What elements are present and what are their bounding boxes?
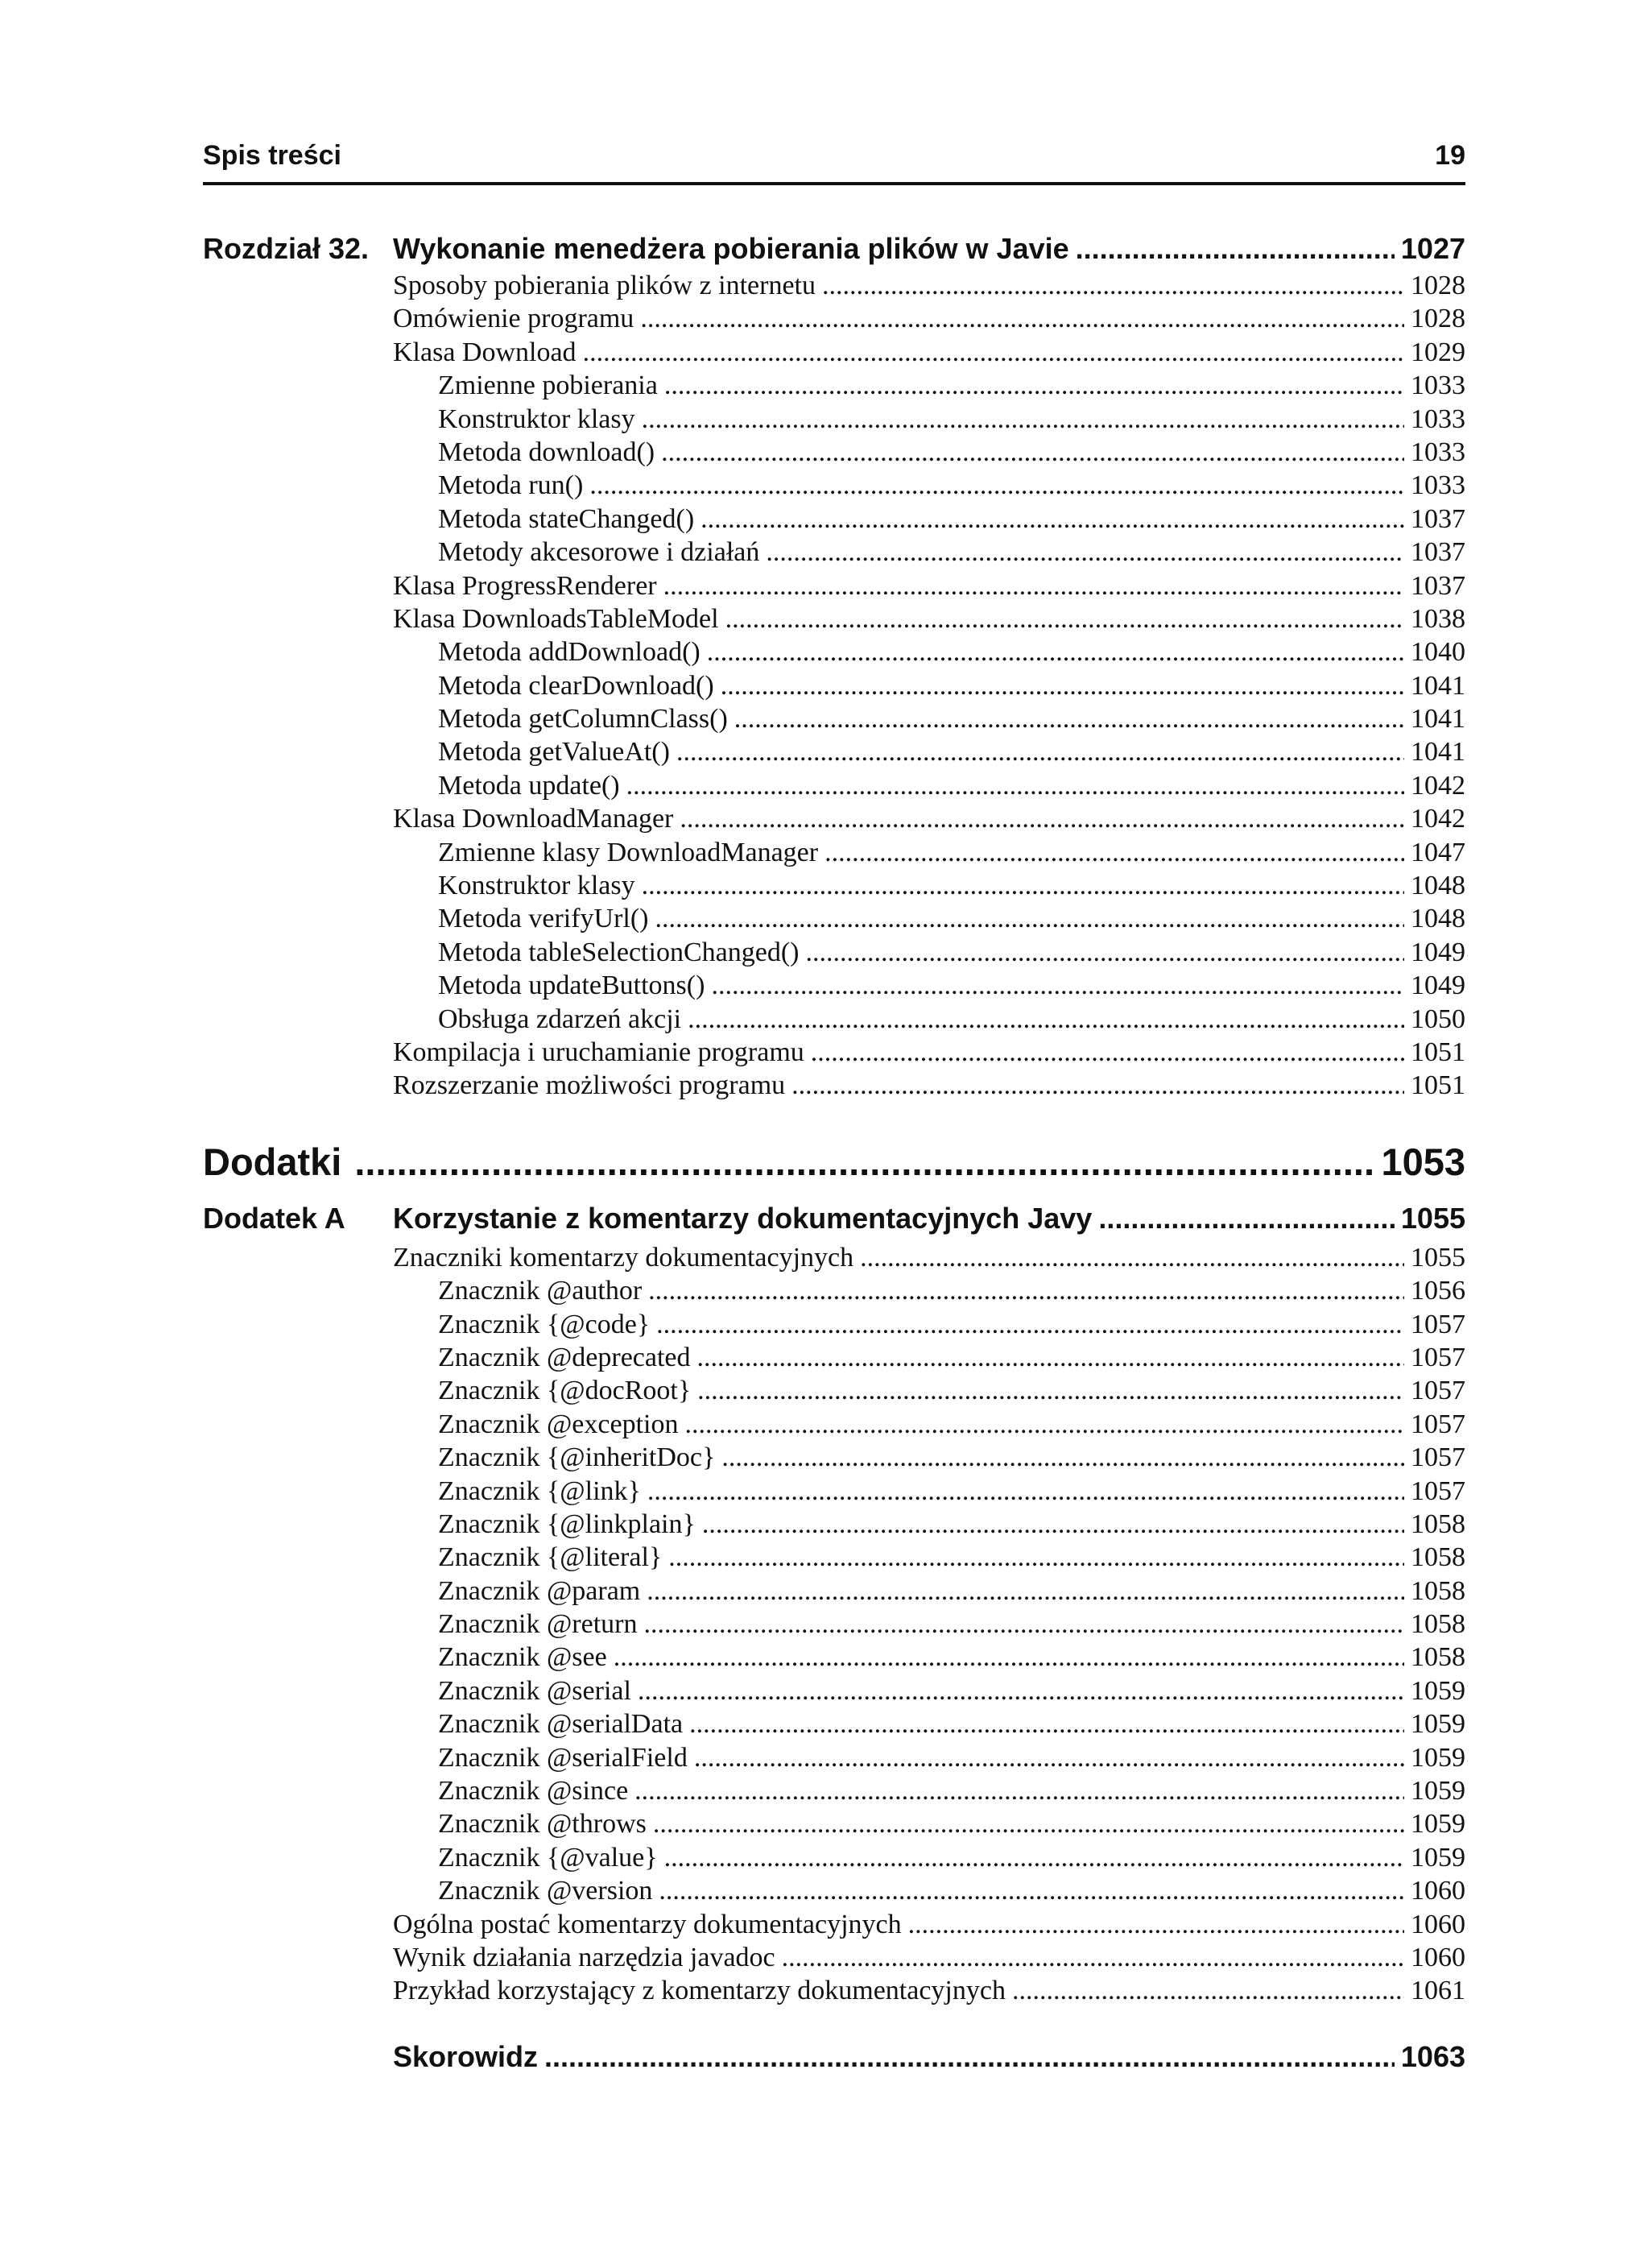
appendix-title: Korzystanie z komentarzy dokumentacyjnych Javy [393,1201,1093,1235]
entry-title: Metoda download() [438,437,655,467]
toc-subentry[interactable] [203,1475,1465,1508]
toc-subentry[interactable] [203,1841,1465,1874]
dot-leader [626,769,1404,802]
dot-leader [721,669,1404,702]
appendix-page: 1055 [1400,1201,1465,1235]
entry-title: Metoda verifyUrl() [438,904,649,934]
entry-title: Ogólna postać komentarzy dokumentacyjnych [393,1909,902,1939]
entry-title: Metoda tableSelectionChanged() [438,937,800,967]
entry-page: 1048 [1411,871,1465,901]
dot-leader [638,1674,1404,1707]
toc-subentry[interactable] [203,1575,1465,1608]
chapter-page: 1027 [1400,232,1465,265]
toc-subentry[interactable] [203,1608,1465,1641]
entry-title: Zmienne klasy DownloadManager [438,837,819,867]
entry-title: Znacznik {@inheritDoc} [438,1442,716,1473]
entry-title: Znacznik @serial [438,1675,631,1706]
toc-subentry[interactable] [203,1674,1465,1707]
entry-page: 1029 [1411,337,1465,367]
toc-subentry[interactable] [203,436,1465,469]
entry-page: 1060 [1411,1942,1465,1972]
toc-subentry[interactable] [203,1374,1465,1407]
chapter-label: Rozdział 32. [203,232,370,265]
toc-entry[interactable] [203,1974,1465,2007]
dot-leader [544,2035,1395,2079]
entry-page: 1058 [1411,1575,1465,1606]
entry-page: 1057 [1411,1376,1465,1406]
dot-leader [689,1707,1404,1740]
entry-page: 1033 [1411,437,1465,467]
entry-title: Klasa DownloadsTableModel [393,603,719,634]
entry-title: Metoda getColumnClass() [438,704,728,735]
toc-subentry[interactable] [203,1308,1465,1341]
toc-entry[interactable] [203,1908,1465,1941]
toc-subentry[interactable] [203,902,1465,935]
entry-page: 1059 [1411,1842,1465,1873]
entry-page: 1028 [1411,271,1465,300]
toc-subentry[interactable] [203,1508,1465,1541]
entry-page: 1048 [1411,904,1465,934]
entry-title: Znacznik {@value} [438,1842,658,1873]
entry-title: Znacznik @exception [438,1409,679,1439]
entry-page: 1060 [1411,1909,1465,1939]
entry-title: Znacznik {@literal} [438,1542,663,1573]
toc-subentry[interactable] [203,503,1465,536]
toc-entry[interactable] [203,1241,1465,1274]
dot-leader [697,1341,1404,1374]
toc-subentry[interactable] [203,1441,1465,1474]
dot-leader [648,1274,1404,1307]
entry-page: 1037 [1411,570,1465,601]
entry-page: 1051 [1411,1037,1465,1067]
dot-leader [583,336,1404,369]
entry-title: Metoda addDownload() [438,637,701,668]
entry-title: Metoda clearDownload() [438,670,714,701]
entry-page: 1057 [1411,1442,1465,1473]
entry-page: 1033 [1411,370,1465,401]
toc-subentry[interactable] [203,403,1465,436]
toc-subentry[interactable] [203,869,1465,902]
toc-index[interactable] [203,2035,1465,2079]
toc-subentry[interactable] [203,1274,1465,1307]
toc-subentry[interactable] [203,1741,1465,1774]
dot-leader [589,469,1404,502]
dot-leader [655,902,1404,935]
entry-page: 1057 [1411,1342,1465,1372]
toc-subentry[interactable] [203,1807,1465,1840]
dot-leader [680,802,1404,835]
entry-page: 1059 [1411,1776,1465,1807]
index-title: Skorowidz [393,2039,539,2073]
dot-leader [697,1374,1404,1407]
dot-leader [782,1941,1404,1974]
toc-subentry[interactable] [203,936,1465,969]
toc-subentry[interactable] [203,669,1465,702]
toc-subentry[interactable] [203,469,1465,502]
entry-title: Przykład korzystający z komentarzy dokumentacyjnych [393,1976,1006,2006]
appendix-label: Dodatek A [203,1201,345,1235]
index-page: 1063 [1400,2039,1465,2073]
entry-page: 1051 [1411,1070,1465,1101]
entry-page: 1049 [1411,971,1465,1001]
toc-entry[interactable] [203,1941,1465,1974]
toc-entry[interactable] [203,569,1465,602]
entry-page: 1047 [1411,837,1465,867]
entry-title: Znacznik @deprecated [438,1342,691,1372]
entry-title: Metoda stateChanged() [438,503,695,534]
toc-entry[interactable] [203,602,1465,635]
entry-title: Znacznik {@docRoot} [438,1376,692,1406]
toc-subentry[interactable] [203,536,1465,569]
dot-leader [676,735,1404,768]
entry-title: Znacznik @author [438,1276,643,1306]
entry-title: Metoda update() [438,770,620,801]
entry-page: 1061 [1411,1976,1465,2006]
dot-leader [1012,1974,1404,2007]
entry-page: 1050 [1411,1004,1465,1034]
toc-subentry[interactable] [203,702,1465,735]
entry-title: Wynik działania narzędzia javadoc [393,1942,775,1972]
dot-leader [694,1741,1404,1774]
toc-entry[interactable] [203,802,1465,835]
dot-leader [661,436,1404,469]
toc-subentry[interactable] [203,1874,1465,1907]
toc-entry[interactable] [203,269,1465,302]
dot-leader [725,602,1404,635]
entry-page: 1049 [1411,937,1465,967]
table-of-contents [203,229,1465,2079]
part-page: 1053 [1381,1140,1465,1183]
dot-leader [647,1475,1404,1508]
toc-entry[interactable] [203,302,1465,335]
dot-leader [860,1241,1404,1274]
entry-title: Znacznik @version [438,1876,653,1906]
entry-page: 1037 [1411,537,1465,568]
toc-part-dodatki[interactable] [203,1133,1465,1191]
entry-title: Klasa Download [393,337,577,367]
entry-page: 1037 [1411,503,1465,534]
toc-subentry[interactable] [203,1774,1465,1807]
toc-subentry[interactable] [203,1541,1465,1574]
entry-page: 1042 [1411,804,1465,834]
entry-page: 1033 [1411,470,1465,501]
entry-page: 1057 [1411,1475,1465,1506]
entry-page: 1059 [1411,1709,1465,1740]
toc-entry[interactable] [203,1069,1465,1102]
dot-leader [684,1408,1404,1441]
entry-page: 1040 [1411,637,1465,668]
entry-page: 1041 [1411,737,1465,768]
dot-leader [354,1133,1373,1191]
entry-title: Znacznik {@code} [438,1309,651,1339]
toc-subentry[interactable] [203,369,1465,402]
entry-page: 1058 [1411,1509,1465,1539]
dot-leader [668,1541,1404,1574]
dot-leader [688,1003,1404,1036]
toc-appendix-a[interactable] [203,1196,1465,1241]
running-header [203,137,1465,185]
dot-leader [634,1774,1404,1807]
entry-page: 1060 [1411,1876,1465,1906]
dot-leader [734,702,1404,735]
entry-title: Znacznik @serialData [438,1709,684,1740]
toc-subentry[interactable] [203,836,1465,869]
entry-page: 1041 [1411,704,1465,735]
dot-leader [640,302,1404,335]
entry-title: Znacznik @see [438,1642,607,1673]
entry-title: Sposoby pobierania plików z internetu [393,271,816,300]
entry-page: 1056 [1411,1276,1465,1306]
dot-leader [643,1608,1404,1641]
dot-leader [1098,1196,1395,1241]
entry-title: Znacznik {@link} [438,1475,641,1506]
dot-leader [711,969,1404,1002]
toc-entry[interactable] [203,1036,1465,1069]
dot-leader [614,1641,1404,1674]
dot-leader [656,1308,1404,1341]
entry-title: Rozszerzanie możliwości programu [393,1070,786,1101]
entry-title: Konstruktor klasy [438,404,635,434]
dot-leader [822,269,1404,302]
toc-subentry[interactable] [203,735,1465,768]
entry-title: Znacznik @throws [438,1809,647,1840]
dot-leader [664,369,1404,402]
entry-title: Znacznik {@linkplain} [438,1509,696,1539]
entry-title: Metoda run() [438,470,584,501]
header-page-number: 19 [1435,140,1465,171]
entry-title: Obsługa zdarzeń akcji [438,1004,682,1034]
entry-page: 1059 [1411,1675,1465,1706]
toc-subentry[interactable] [203,1408,1465,1441]
dot-leader [824,836,1404,869]
entry-page: 1058 [1411,1542,1465,1573]
entry-title: Znacznik @return [438,1609,638,1640]
entry-title: Omówienie programu [393,304,634,334]
entry-title: Metoda updateButtons() [438,971,705,1001]
toc-subentry[interactable] [203,969,1465,1002]
dot-leader [642,403,1404,436]
entry-title: Konstruktor klasy [438,871,635,901]
dot-leader [707,635,1404,668]
entry-page: 1028 [1411,304,1465,334]
entry-page: 1055 [1411,1242,1465,1273]
dot-leader [811,1036,1404,1069]
entry-title: Metoda getValueAt() [438,737,670,768]
dot-leader [702,1508,1404,1541]
entry-page: 1057 [1411,1409,1465,1439]
dot-leader [805,936,1404,969]
entry-title: Znacznik @param [438,1575,641,1606]
entry-page: 1033 [1411,404,1465,434]
toc-subentry[interactable] [203,1341,1465,1374]
entry-title: Kompilacja i uruchamianie programu [393,1037,804,1067]
entry-title: Zmienne pobierania [438,370,658,401]
entry-title: Znacznik @serialField [438,1742,688,1773]
entry-page: 1041 [1411,670,1465,701]
dot-leader [647,1575,1404,1608]
dot-leader [1076,229,1395,269]
dot-leader [766,536,1404,569]
part-title: Dodatki [203,1140,342,1183]
dot-leader [791,1069,1404,1102]
header-title: Spis treści [203,140,341,171]
dot-leader [642,869,1404,902]
dot-leader [701,503,1404,536]
entry-title: Klasa ProgressRenderer [393,570,657,601]
toc-subentry[interactable] [203,1003,1465,1036]
toc-entry[interactable] [203,336,1465,369]
dot-leader [908,1908,1404,1941]
toc-subentry[interactable] [203,635,1465,668]
entry-title: Znaczniki komentarzy dokumentacyjnych [393,1242,854,1273]
dot-leader [659,1874,1404,1907]
toc-subentry[interactable] [203,1707,1465,1740]
toc-chapter-32[interactable] [203,229,1465,269]
entry-page: 1057 [1411,1309,1465,1339]
entry-title: Klasa DownloadManager [393,804,674,834]
entry-title: Metody akcesorowe i działań [438,537,760,568]
dot-leader [721,1441,1404,1474]
entry-page: 1038 [1411,603,1465,634]
chapter-title: Wykonanie menedżera pobierania plików w Javie [393,232,1069,265]
dot-leader [664,1841,1404,1874]
toc-subentry[interactable] [203,769,1465,802]
entry-page: 1059 [1411,1742,1465,1773]
entry-page: 1059 [1411,1809,1465,1840]
entry-page: 1058 [1411,1642,1465,1673]
entry-page: 1058 [1411,1609,1465,1640]
toc-subentry[interactable] [203,1641,1465,1674]
entry-page: 1042 [1411,770,1465,801]
dot-leader [653,1807,1404,1840]
entry-title: Znacznik @since [438,1776,629,1807]
dot-leader [663,569,1404,602]
